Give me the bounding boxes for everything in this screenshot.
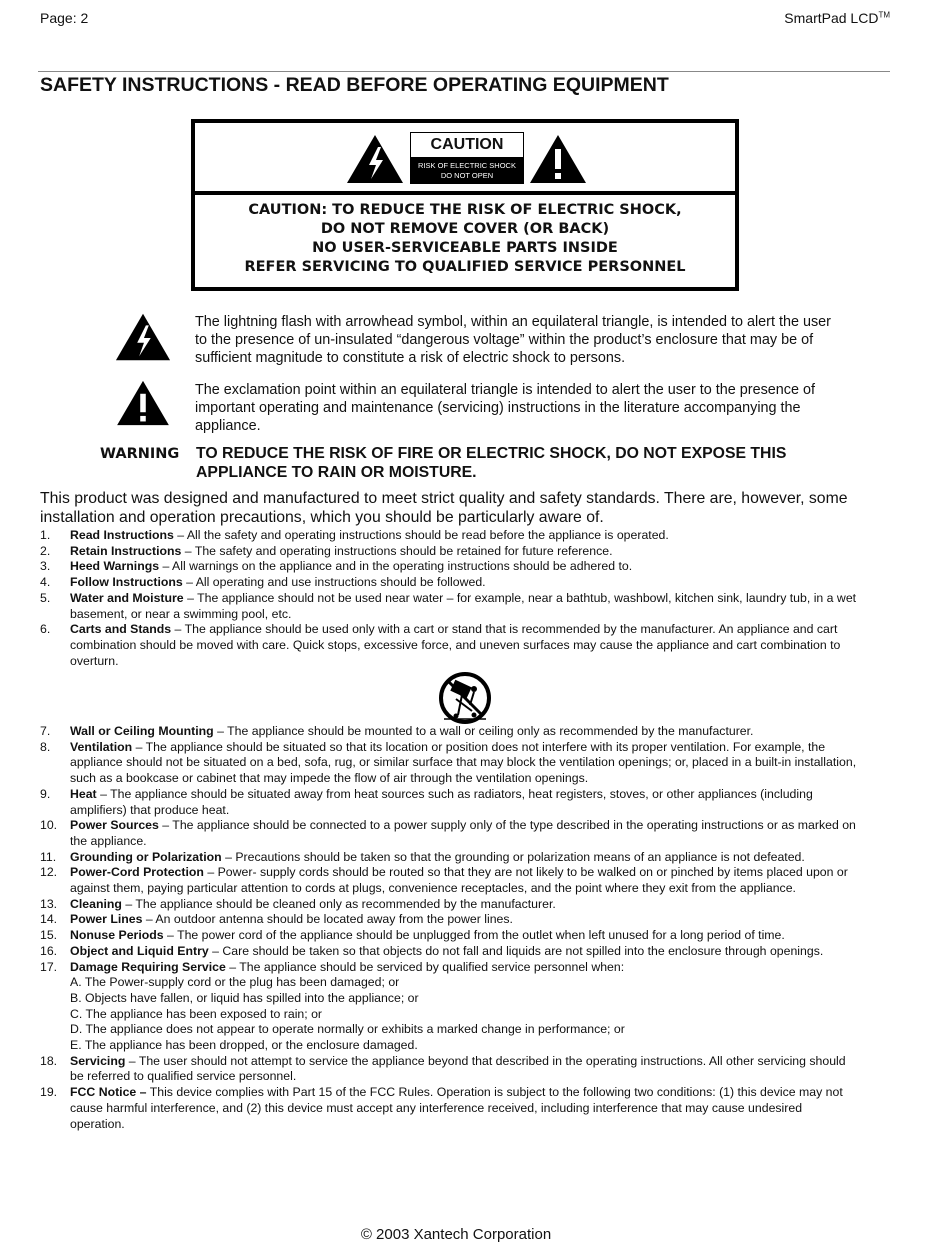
item-text: – The appliance should be mounted to a wall or ceiling only as recommended by the manufacturer.	[213, 724, 754, 738]
item-text: – All operating and use instructions should be followed.	[182, 575, 486, 590]
item-number: 10.	[40, 818, 58, 833]
item-text: – The appliance should be connected to a power supply only of the type described in the operating instructions or as marked on the appliance.	[70, 818, 856, 848]
item-text: – The appliance should not be used near water – for example, near a bathtub, washbowl, kitchen sink, laundry tub, in a wet basement, or near a swimming pool, etc.	[70, 590, 857, 621]
safety-list-part-1	[40, 528, 860, 669]
item-number: 15.	[40, 928, 58, 943]
item-text: – All warnings on the appliance and in the operating instructions should be adhered to.	[159, 559, 633, 574]
lightning-symbol-description: The lightning flash with arrowhead symbol, within an equilateral triangle, is intended to alert the user to the presence of un-insulated “dangerous voltage” within the product’s enclosure that may be of sufficient magnitude to constitute a risk of electric shock to persons.	[195, 314, 831, 366]
intro-paragraph: This product was designed and manufactured to meet strict quality and safety standards. There are, however, some installation and operation precautions, which you should be particularly aware of.	[40, 490, 848, 526]
item-text: – The appliance should be situated so that its location or position does not interfere with its proper ventilation. For example, the appliance should not be situated on a bed, sofa, rug, or similar surface that may block the ventilation openings; or, placed in a built-in installation, such as a bookcase or cabinet that may impede the flow of air through the ventilation openings.	[70, 739, 857, 786]
list-item	[40, 944, 860, 960]
item-term: Servicing	[70, 1053, 126, 1068]
damage-subitem: C. The appliance has been exposed to rain; or	[70, 1006, 323, 1021]
item-term: Nonuse Periods	[70, 928, 164, 943]
item-number: 4.	[40, 575, 51, 590]
item-number: 16.	[40, 943, 58, 958]
lightning-warning-icon	[114, 311, 172, 363]
product-name	[784, 10, 890, 26]
exclamation-warning-icon	[528, 133, 588, 185]
list-item	[40, 544, 860, 560]
list-item	[40, 850, 860, 866]
list-item	[40, 724, 860, 740]
lightning-warning-icon	[345, 133, 405, 185]
item-number: 8.	[40, 739, 51, 754]
item-text: – The power cord of the appliance should be unplugged from the outlet when left unused for a long period of time.	[163, 928, 785, 943]
item-number: 18.	[40, 1053, 58, 1068]
list-item	[40, 818, 860, 849]
list-item	[40, 865, 860, 896]
list-item	[40, 740, 860, 787]
item-number: 2.	[40, 543, 51, 558]
item-text: – Care should be taken so that objects do not fall and liquids are not spilled into the enclosure through openings.	[208, 943, 824, 958]
damage-subitem: E. The appliance has been dropped, or the enclosure damaged.	[70, 1038, 418, 1053]
copyright-footer: © 2003 Xantech Corporation	[360, 1226, 552, 1243]
item-number: 5.	[40, 590, 51, 605]
safety-list-part-2	[40, 724, 860, 1132]
caution-subtext	[410, 158, 524, 184]
item-term: Follow Instructions	[70, 575, 183, 590]
item-term: Power Lines	[70, 912, 143, 927]
caution-sub-line-2: DO NOT OPEN	[440, 170, 494, 180]
item-text: This device complies with Part 15 of the FCC Rules. Operation is subject to the following two conditions: (1) this device may not cause harmful interference, and (2) this device must accept any interference received, including interference that may cause undesired operation.	[70, 1085, 843, 1131]
list-item	[40, 787, 860, 818]
product-name-text: SmartPad LCD	[784, 10, 879, 26]
warning-label: WARNING	[100, 446, 180, 462]
item-text: – The user should not attempt to service the appliance beyond that described in the operating instructions. All other servicing should be referred to qualified service personnel.	[70, 1053, 846, 1084]
list-item	[40, 575, 860, 591]
item-number: 13.	[40, 896, 58, 911]
trademark-mark: TM	[878, 10, 890, 20]
caution-line: REFER SERVICING TO QUALIFIED SERVICE PERSONNEL	[244, 259, 686, 275]
item-term: Power-Cord Protection	[70, 865, 204, 880]
item-term: Retain Instructions	[70, 543, 182, 558]
item-number: 12.	[40, 865, 58, 880]
list-item	[40, 960, 860, 1054]
item-text: – The safety and operating instructions should be retained for future reference.	[181, 543, 613, 558]
exclamation-warning-icon	[114, 379, 172, 427]
item-term: Ventilation	[70, 739, 133, 754]
item-term: Power Sources	[70, 818, 159, 833]
page-title: SAFETY INSTRUCTIONS - READ BEFORE OPERATING EQUIPMENT	[40, 74, 669, 96]
caution-line: DO NOT REMOVE COVER (OR BACK)	[320, 221, 610, 237]
item-text: – Precautions should be taken so that the grounding or polarization means of an appliance is not defeated.	[221, 849, 805, 864]
item-number: 1.	[40, 528, 51, 542]
caution-label	[410, 132, 524, 184]
item-number: 14.	[40, 912, 58, 927]
item-term: Wall or Ceiling Mounting	[70, 724, 214, 738]
caution-sub-line-1: RISK OF ELECTRIC SHOCK	[418, 161, 516, 170]
item-term: Object and Liquid Entry	[70, 943, 209, 958]
exclamation-symbol-description: The exclamation point within an equilateral triangle is intended to alert the user to the presence of important operating and maintenance (servicing) instructions in the literature accompanying the appliance.	[195, 382, 815, 434]
page-number: Page: 2	[40, 10, 89, 26]
item-number: 17.	[40, 959, 58, 974]
item-term: Heed Warnings	[70, 559, 160, 574]
list-item	[40, 591, 860, 622]
item-text: – The appliance should be cleaned only as recommended by the manufacturer.	[121, 896, 556, 911]
list-item	[40, 622, 860, 669]
caution-line: CAUTION: TO REDUCE THE RISK OF ELECTRIC SHOCK,	[248, 202, 682, 218]
item-term: Carts and Stands	[70, 622, 172, 637]
item-term: FCC Notice –	[70, 1085, 147, 1100]
list-item	[40, 897, 860, 913]
cart-tip-over-warning-icon	[438, 671, 492, 725]
item-text: – The appliance should be situated away from heat sources such as radiators, heat registers, stoves, or other appliances (including amplifiers) that produce heat.	[70, 786, 813, 817]
item-text: – An outdoor antenna should be located away from the power lines.	[142, 912, 513, 927]
damage-subitem: B. Objects have fallen, or liquid has spilled into the appliance; or	[70, 990, 419, 1005]
warning-text: TO REDUCE THE RISK OF FIRE OR ELECTRIC SHOCK, DO NOT EXPOSE THIS APPLIANCE TO RAIN OR MOISTURE.	[196, 445, 787, 481]
item-term: Damage Requiring Service	[70, 959, 226, 974]
caution-header	[195, 123, 735, 195]
item-number: 3.	[40, 559, 51, 574]
item-text: – Power- supply cords should be routed so that they are not likely to be walked on or pinched by items placed upon or against them, paying particular attention to cords at plugs, convenience receptacles, and the point where they exit from the appliance.	[70, 865, 848, 896]
list-item	[40, 559, 860, 575]
item-number: 6.	[40, 622, 51, 637]
list-item	[40, 928, 860, 944]
damage-subitem: D. The appliance does not appear to operate normally or exhibits a marked change in performance; or	[70, 1022, 625, 1037]
item-number: 19.	[40, 1085, 58, 1100]
list-item	[40, 528, 860, 544]
item-number: 7.	[40, 724, 51, 738]
caution-box	[191, 119, 739, 291]
item-number: 11.	[40, 849, 57, 864]
item-term: Heat	[70, 786, 97, 801]
caution-text	[195, 201, 735, 277]
item-term: Grounding or Polarization	[70, 849, 222, 864]
caution-line: NO USER-SERVICEABLE PARTS INSIDE	[312, 240, 618, 256]
item-term: Read Instructions	[70, 528, 174, 542]
list-item	[40, 1054, 860, 1085]
list-item	[40, 912, 860, 928]
damage-subitem: A. The Power-supply cord or the plug has been damaged; or	[70, 975, 400, 990]
item-text: – The appliance should be serviced by qualified service personnel when:	[225, 959, 625, 974]
list-item	[40, 1085, 860, 1132]
header-divider	[38, 71, 890, 72]
item-number: 9.	[40, 786, 51, 801]
item-text: – The appliance should be used only with a cart or stand that is recommended by the manufacturer. An appliance and cart combination should be moved with care. Quick stops, excessive force, and uneven surfaces may cause the appliance and cart combination to overturn.	[70, 622, 841, 668]
caution-word: CAUTION	[410, 132, 524, 158]
item-term: Water and Moisture	[70, 590, 184, 605]
item-term: Cleaning	[70, 896, 122, 911]
item-text: – All the safety and operating instructions should be read before the appliance is operated.	[173, 528, 669, 542]
